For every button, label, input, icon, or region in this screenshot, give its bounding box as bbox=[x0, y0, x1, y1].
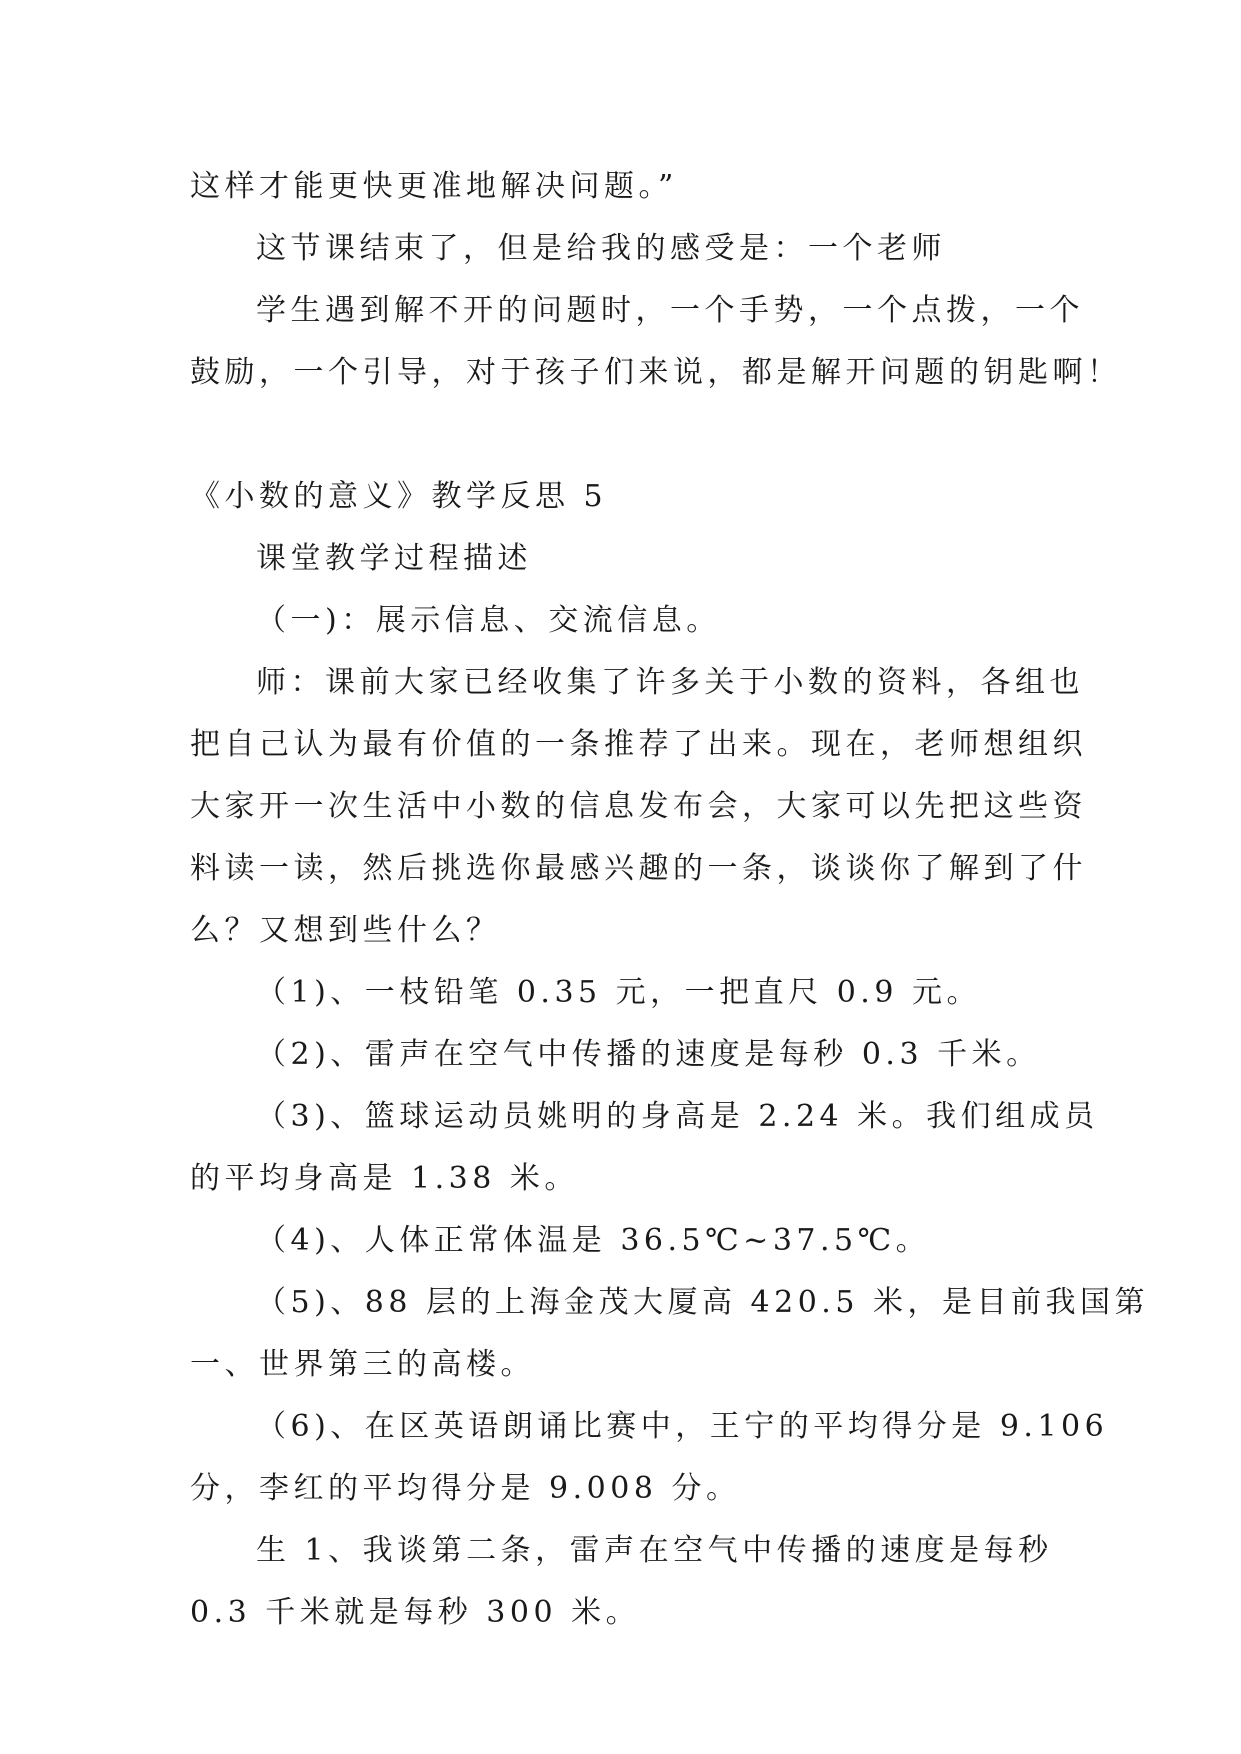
subheading: 课堂教学过程描述 bbox=[256, 541, 532, 576]
document-page bbox=[190, 156, 1149, 1644]
section-title: 《小数的意义》教学反思 5 bbox=[190, 479, 608, 514]
list-item: （2)、雷声在空气中传播的速度是每秒 0.3 千米。 bbox=[256, 1037, 1041, 1072]
paragraph-line: 料读一读，然后挑选你最感兴趣的一条，谈谈你了解到了什 bbox=[190, 851, 1087, 886]
list-item: （6)、在区英语朗诵比赛中，王宁的平均得分是 9.106 bbox=[256, 1409, 1109, 1444]
paragraph-line: 学生遇到解不开的问题时，一个手势，一个点拨，一个 bbox=[256, 293, 1084, 328]
paragraph-line: 师：课前大家已经收集了许多关于小数的资料，各组也 bbox=[256, 665, 1084, 700]
list-item-continuation: 分，李红的平均得分是 9.008 分。 bbox=[190, 1471, 741, 1506]
paragraph-line: 么？又想到些什么？ bbox=[190, 913, 501, 948]
list-item-continuation: 的平均身高是 1.38 米。 bbox=[190, 1161, 579, 1196]
list-item-continuation: 一、世界第三的高楼。 bbox=[190, 1347, 535, 1382]
list-item: （4)、人体正常体温是 36.5℃~37.5℃。 bbox=[256, 1223, 931, 1258]
paragraph-line: 大家开一次生活中小数的信息发布会，大家可以先把这些资 bbox=[190, 789, 1087, 824]
paragraph-line: 把自己认为最有价值的一条推荐了出来。现在，老师想组织 bbox=[190, 727, 1087, 762]
list-item: （5)、88 层的上海金茂大厦高 420.5 米，是目前我国第 bbox=[256, 1285, 1149, 1320]
paragraph-line: 这节课结束了，但是给我的感受是：一个老师 bbox=[256, 231, 946, 266]
list-item: （3)、篮球运动员姚明的身高是 2.24 米。我们组成员 bbox=[256, 1099, 1099, 1134]
paragraph-line: 这样才能更快更准地解决问题。” bbox=[190, 169, 678, 204]
paragraph-line: 生 1、我谈第二条，雷声在空气中传播的速度是每秒 bbox=[256, 1533, 1053, 1568]
list-item: （1)、一枝铅笔 0.35 元，一把直尺 0.9 元。 bbox=[256, 975, 981, 1010]
part-heading: （一)：展示信息、交流信息。 bbox=[256, 603, 721, 638]
paragraph-line: 0.3 千米就是每秒 300 米。 bbox=[190, 1595, 641, 1630]
paragraph-line: 鼓励，一个引导，对于孩子们来说，都是解开问题的钥匙啊！ bbox=[190, 355, 1122, 390]
